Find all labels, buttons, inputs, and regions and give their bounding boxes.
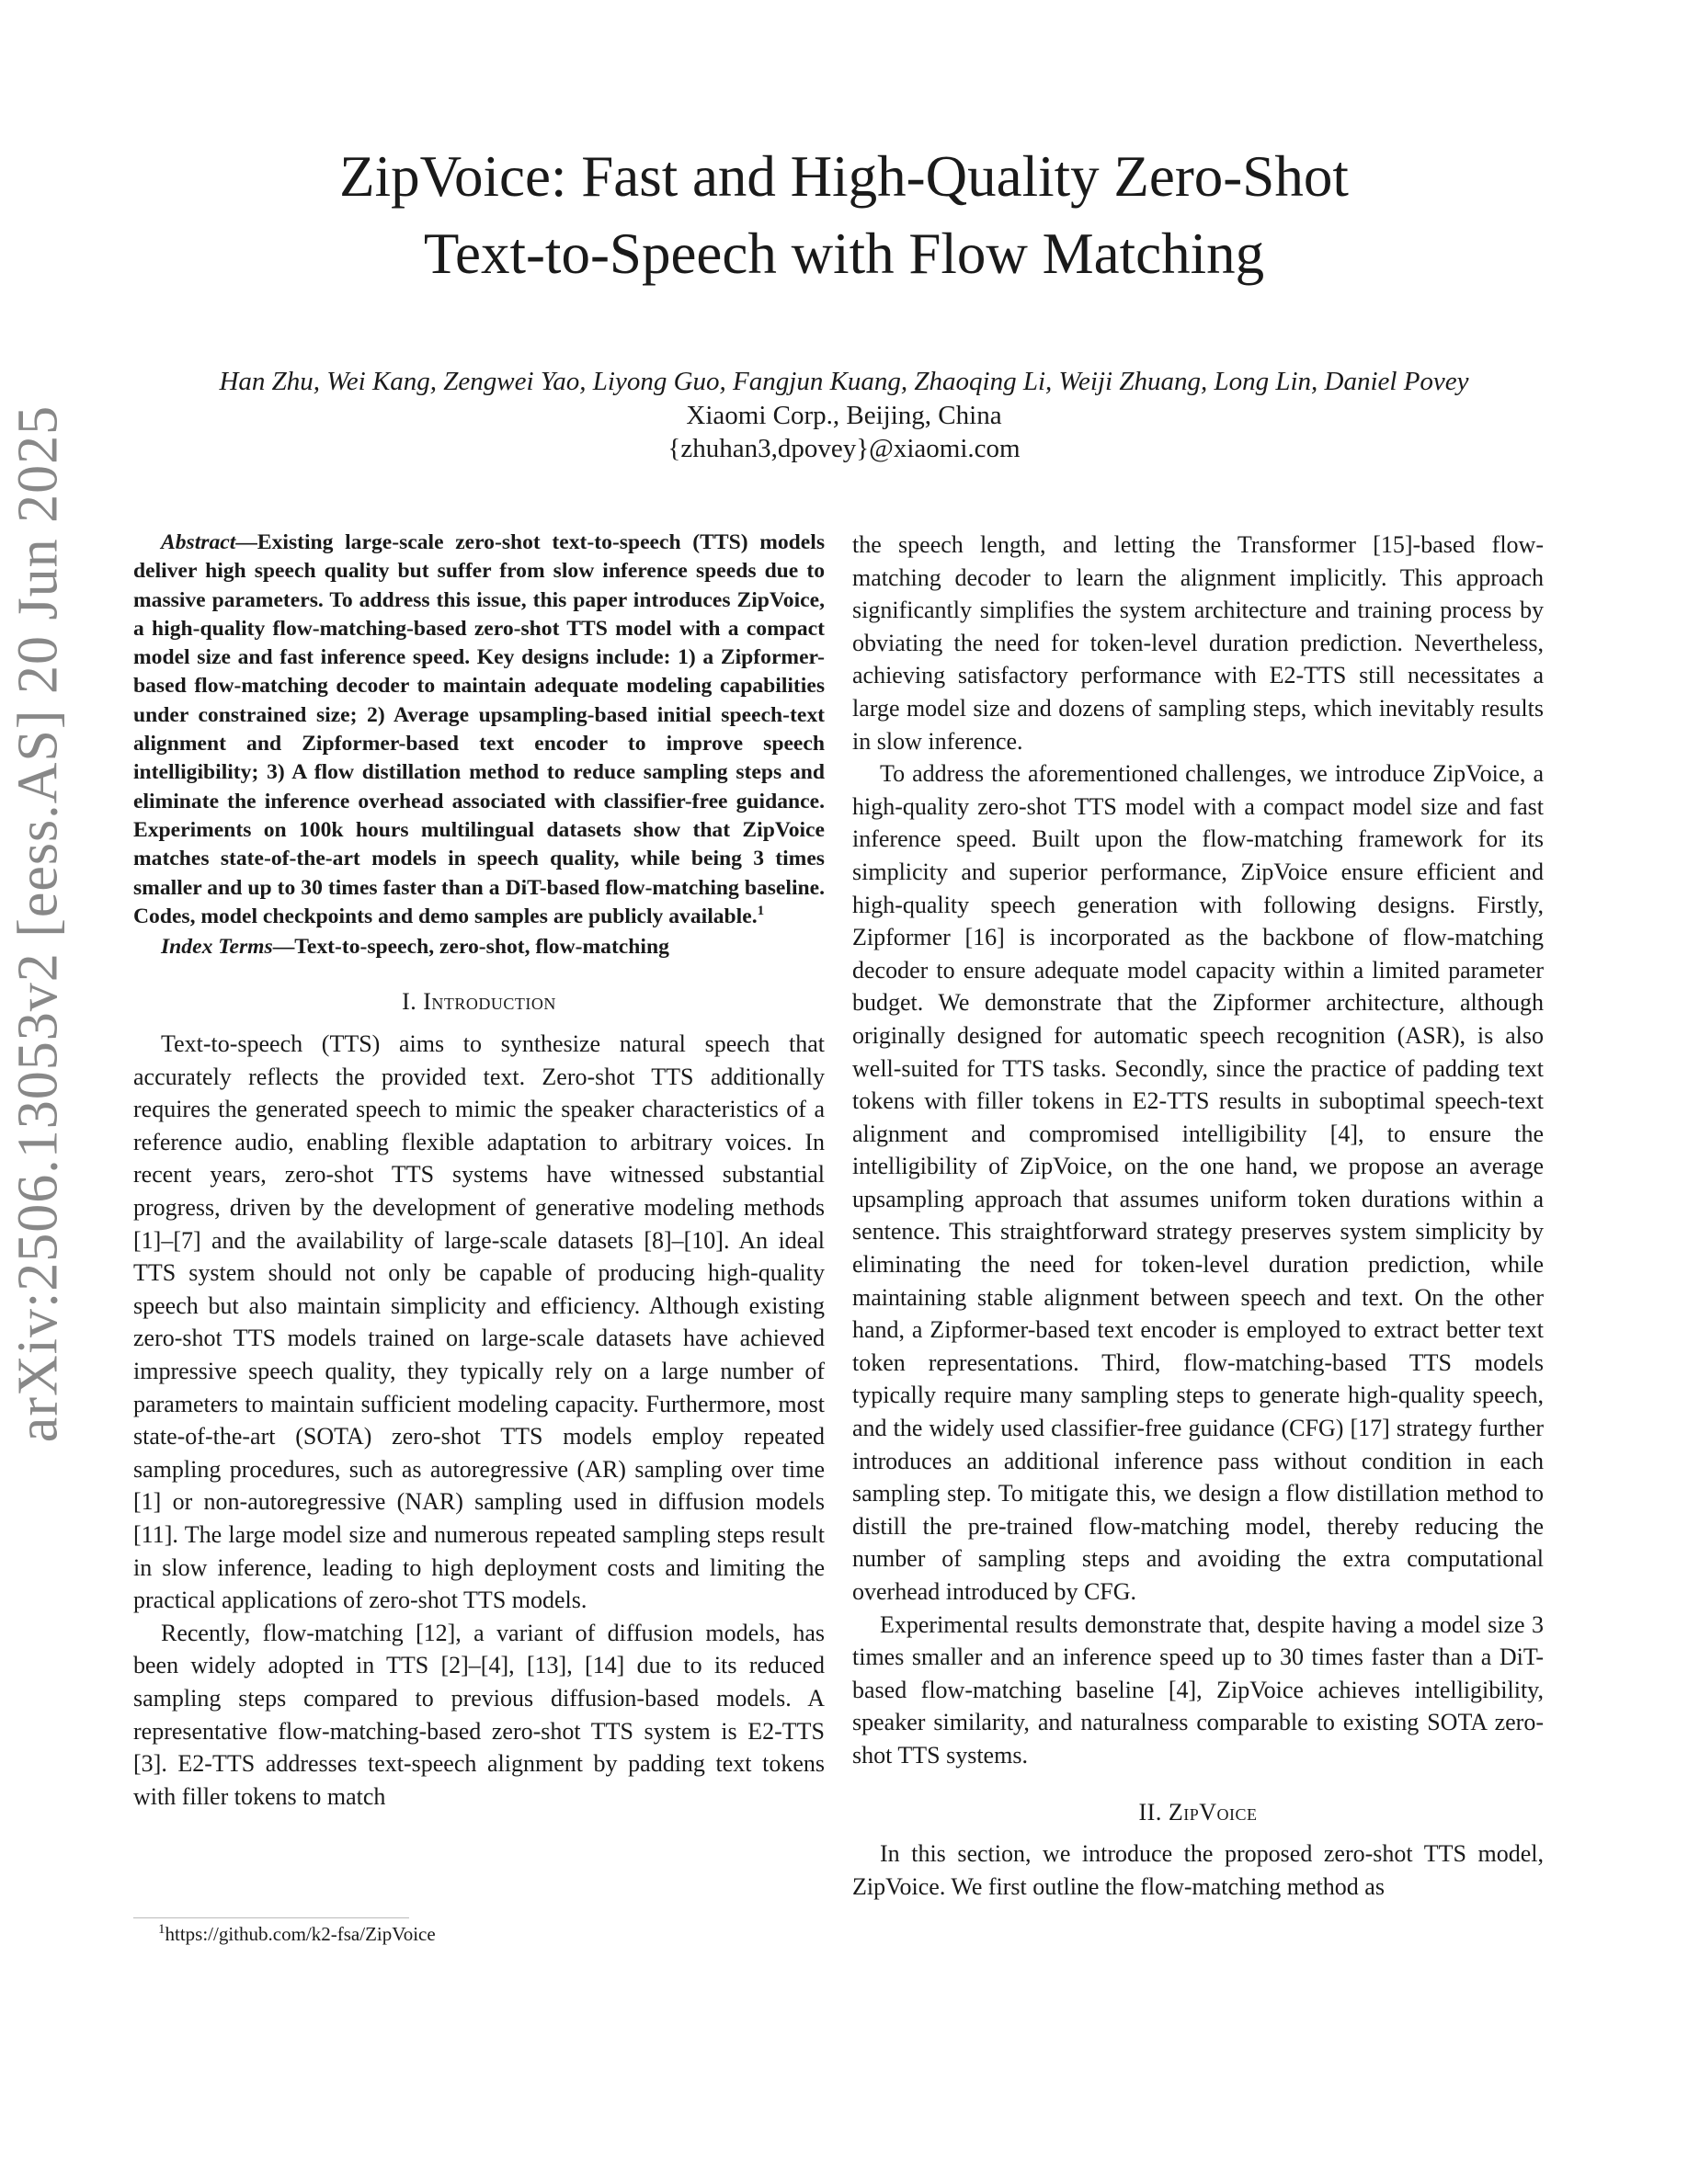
contact-email: {zhuhan3,dpovey}@xiaomi.com bbox=[667, 434, 1021, 463]
abstract bbox=[133, 529, 825, 931]
intro-paragraph-1: Text-to-speech (TTS) aims to synthesize natural speech that accurately reflects the provided text. Zero-shot TTS additionally requires the generated speech to mimic the speaker characteristics of a reference audio, enabling flexible adaptation to arbitrary voices. In recent years, zero-shot TTS systems have witnessed substantial progress, driven by the development of generative modeling methods [1]–[7] and the availability of large-scale datasets [8]–[10]. An ideal TTS system should not only be capable of producing high-quality speech but also maintain simplicity and efficiency. Although existing zero-shot TTS models trained on large-scale datasets have achieved impressive speech quality, they typically rely on a large number of parameters to maintain sufficient modeling capacity. Furthermore, most state-of-the-art (SOTA) zero-shot TTS models employ repeated sampling procedures, such as autoregressive (AR) sampling over time [1] or non-autoregressive (NAR) sampling used in diffusion models [11]. The large model size and numerous repeated sampling steps result in slow inference, leading to high deployment costs and limiting the practical applications of zero-shot TTS models. bbox=[133, 1030, 825, 1614]
intro-paragraph-3: To address the aforementioned challenges, we introduce ZipVoice, a high-quality zero-shot TTS model with a compact model size and fast inference speed. Built upon the flow-matching framework for its simplicity and superior performance, ZipVoice ensure efficient and high-quality speech generation with following designs. Firstly, Zipformer [16] is incorporated as the backbone of flow-matching decoder to ensure adequate model capacity within a limited parameter budget. We demonstrate that the Zipformer architecture, although originally designed for automatic speech recognition (ASR), is also well-suited for TTS tasks. Secondly, since the practice of padding text tokens with filler tokens in E2-TTS results in suboptimal speech-text alignment and compromised intelligibility [4], to ensure the intelligibility of ZipVoice, on the one hand, we propose an average upsampling approach that assumes uniform token durations within a sentence. This straightforward strategy preserves system simplicity by eliminating the need for token-level duration prediction, while maintaining stable alignment between speech and text. On the other hand, a Zipformer-based text encoder is employed to extract better text token representations. Third, flow-matching-based TTS models typically require many sampling steps to generate high-quality speech, and the widely used classifier-free guidance (CFG) [17] strategy further introduces an additional inference pass without condition in each sampling step. To mitigate this, we design a flow distillation method to distill the pre-trained flow-matching model, thereby reducing the number of sampling steps and avoiding the extra computational overhead introduced by CFG. bbox=[852, 760, 1544, 1605]
section-heading-zipvoice: II. ZipVoice bbox=[1138, 1798, 1258, 1826]
index-terms bbox=[133, 933, 825, 961]
right-column bbox=[852, 529, 1544, 1903]
intro-paragraph-2: Recently, flow-matching [12], a variant of diffusion models, has been widely adopted in TTS [2]–[4], [13], [14] due to its reduced sampling steps compared to previous diffusion-based models. A representative flow-matching-based zero-shot TTS system is E2-TTS [3]. E2-TTS addresses text-speech alignment by padding text tokens with filler tokens to match bbox=[133, 1619, 825, 1810]
index-terms-text: —Text-to-speech, zero-shot, flow-matching bbox=[272, 935, 669, 960]
footnote-number: 1 bbox=[158, 1922, 165, 1937]
paper-title bbox=[0, 138, 1688, 292]
arxiv-identifier: arXiv:2506.13053v2 [eess.AS] 20 Jun 2025 bbox=[6, 404, 70, 1443]
abstract-lead: Abstract bbox=[161, 530, 236, 554]
footnote-mark: 1 bbox=[757, 904, 765, 918]
section-heading-introduction: I. Introduction bbox=[402, 988, 556, 1016]
affiliation: Xiaomi Corp., Beijing, China bbox=[686, 401, 1002, 430]
author-list: Han Zhu, Wei Kang, Zengwei Yao, Liyong Guo, Fangjun Kuang, Zhaoqing Li, Weiji Zhuang, Long Lin, Daniel Povey bbox=[219, 367, 1469, 396]
footnote-divider bbox=[133, 1917, 409, 1918]
intro-paragraph-2-continued: the speech length, and letting the Transformer [15]-based flow-matching decoder to learn the alignment implicitly. This approach significantly simplifies the system architecture and training process by obviating the need for token-level duration prediction. Nevertheless, achieving satisfactory performance with E2-TTS still necessitates a large model size and dozens of sampling steps, which inevitably results in slow inference. bbox=[852, 531, 1544, 755]
title-line-1: ZipVoice: Fast and High-Quality Zero-Shot bbox=[339, 144, 1349, 209]
index-terms-lead: Index Terms bbox=[161, 935, 273, 960]
title-line-2: Text-to-Speech with Flow Matching bbox=[423, 222, 1265, 286]
footnote bbox=[158, 1921, 436, 1947]
intro-paragraph-4: Experimental results demonstrate that, despite having a model size 3 times smaller and an inference speed up to 30 times faster than a DiT-based flow-matching baseline [4], ZipVoice achieves intelligibility, speaker similarity, and naturalness comparable to existing SOTA zero-shot TTS systems. bbox=[852, 1610, 1544, 1769]
abstract-text: —Existing large-scale zero-shot text-to-speech (TTS) models deliver high speech quality but suffer from slow inference speeds due to massive parameters. To address this issue, this paper introduces ZipVoice, a high-quality flow-matching-based zero-shot TTS model with a compact model size and fast inference speed. Key designs include: 1) a Zipformer-based flow-matching decoder to maintain adequate modeling capabilities under constrained size; 2) Average upsampling-based initial speech-text alignment and Zipformer-based text encoder to improve speech intelligibility; 3) A flow distillation method to reduce sampling steps and eliminate the inference overhead associated with classifier-free guidance. Experiments on 100k hours multilingual datasets show that ZipVoice matches state-of-the-art models in speech quality, while being 3 times smaller and up to 30 times faster than a DiT-based flow-matching baseline. Codes, model checkpoints and demo samples are publicly available. bbox=[133, 530, 825, 928]
zipvoice-paragraph-1: In this section, we introduce the proposed zero-shot TTS model, ZipVoice. We first outline the flow-matching method as bbox=[852, 1840, 1544, 1900]
left-column bbox=[133, 529, 825, 1813]
footnote-link[interactable]: https://github.com/k2-fsa/ZipVoice bbox=[165, 1923, 436, 1945]
